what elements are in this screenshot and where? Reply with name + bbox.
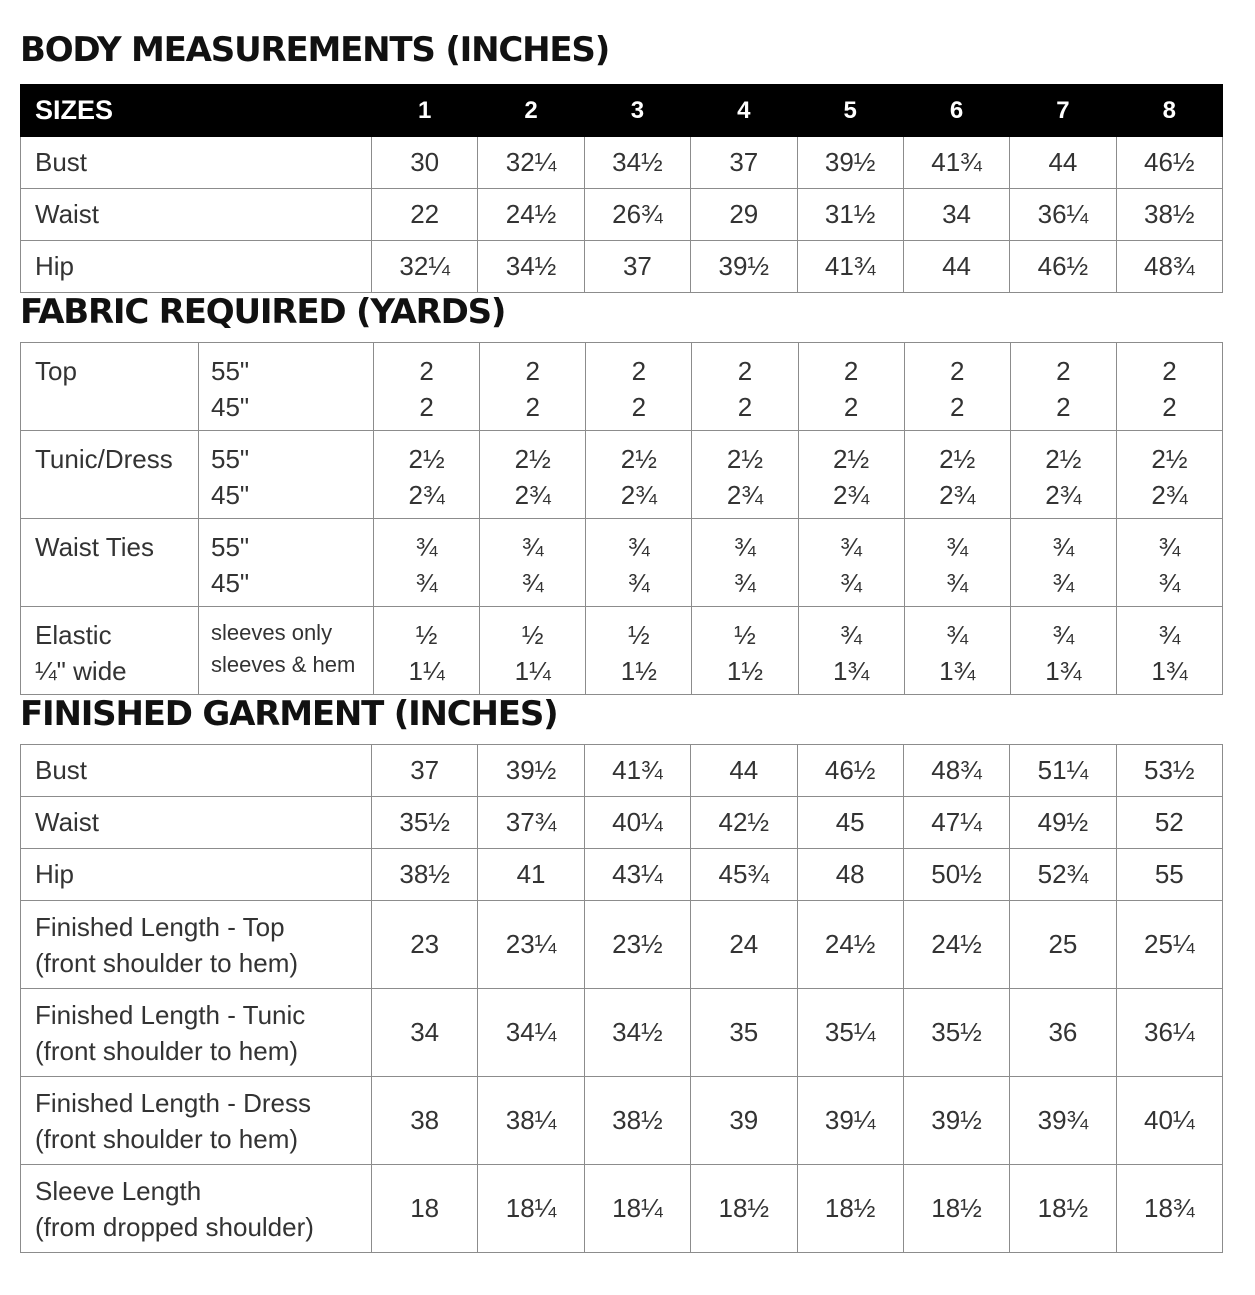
value-cell: 39¼	[797, 1077, 903, 1165]
value-cell: 49½	[1010, 797, 1116, 849]
cell-line: 2¾	[939, 480, 976, 510]
value-cell: 35	[691, 989, 797, 1077]
cell-line: 55"	[211, 356, 250, 386]
cell-line: 2¾	[726, 480, 764, 510]
value-cell	[798, 343, 904, 431]
value-cell	[1116, 431, 1222, 519]
value-cell: 18¾	[1116, 1165, 1222, 1253]
cell-line: 2	[949, 356, 965, 386]
fabric-required-title: FABRIC REQUIRED (YARDS)	[20, 292, 506, 332]
cell-line: 45"	[211, 568, 250, 598]
cell-line: 1¾	[939, 656, 976, 686]
cell-line: 1½	[620, 656, 657, 686]
table-row	[21, 745, 1223, 797]
cell-line: Hip	[35, 859, 75, 889]
value-cell: 41¾	[903, 137, 1009, 189]
value-cell: 34	[372, 989, 478, 1077]
cell-line: Sleeve Length	[35, 1175, 202, 1206]
value-cell	[586, 343, 692, 431]
value-cell: 23¼	[478, 901, 584, 989]
cell-line: 2	[843, 356, 859, 386]
value-cell: 46½	[1010, 241, 1116, 293]
cell-line: 2	[525, 392, 540, 422]
cell-line: Top	[35, 356, 77, 386]
cell-line: 2	[737, 356, 753, 386]
cell-line: 2	[419, 392, 434, 422]
value-cell	[586, 519, 692, 607]
cell-line: ¾	[1158, 620, 1181, 650]
cell-line: 45"	[211, 392, 250, 422]
value-cell	[692, 519, 798, 607]
value-cell: 23½	[584, 901, 690, 989]
cell-line: ¾	[840, 532, 862, 562]
cell-line: sleeves only	[211, 620, 333, 645]
row-label: Waist	[21, 189, 372, 241]
value-cell	[480, 431, 586, 519]
cell-line: Finished Length - Top	[35, 911, 285, 942]
value-cell: 35½	[372, 797, 478, 849]
value-cell: 24½	[797, 901, 903, 989]
cell-line: ¾	[627, 568, 650, 598]
value-cell: 39½	[691, 241, 797, 293]
value-cell: 44	[691, 745, 797, 797]
value-cell	[692, 343, 798, 431]
value-cell: 43¼	[584, 849, 690, 901]
value-cell: 48¾	[1116, 241, 1222, 293]
cell-line: 1½	[726, 656, 764, 686]
cell-line: Bust	[35, 755, 88, 785]
table-row	[21, 1165, 1223, 1253]
value-cell: 52¾	[1010, 849, 1116, 901]
value-cell: 35¼	[797, 989, 903, 1077]
cell-line: 45"	[211, 480, 250, 510]
cell-line: Elastic	[35, 620, 112, 650]
value-cell: 34¼	[478, 989, 584, 1077]
value-cell: 26¾	[584, 189, 690, 241]
value-cell: 37¾	[478, 797, 584, 849]
cell-line: 2¾	[1151, 480, 1188, 510]
table-row	[21, 343, 1223, 431]
value-cell: 46½	[797, 745, 903, 797]
value-cell: 48¾	[903, 745, 1009, 797]
cell-line: ¾	[734, 532, 756, 562]
table-row	[21, 431, 1223, 519]
value-cell	[1010, 343, 1116, 431]
value-cell: 24½	[903, 901, 1009, 989]
table-row	[21, 849, 1223, 901]
value-cell: 25	[1010, 901, 1116, 989]
size-header: 8	[1116, 85, 1222, 137]
cell-line: (front shoulder to hem)	[35, 1123, 299, 1154]
value-cell: 41¾	[797, 241, 903, 293]
cell-line: 2	[419, 356, 434, 386]
value-cell: 34½	[584, 989, 690, 1077]
value-cell: 36¼	[1116, 989, 1222, 1077]
cell-line: Waist Ties	[35, 532, 154, 562]
cell-line: 2½	[1151, 444, 1188, 474]
value-cell	[1116, 519, 1222, 607]
cell-line: 2	[1162, 392, 1177, 422]
row-label	[21, 1165, 372, 1253]
value-cell: 34	[903, 189, 1009, 241]
row-label	[21, 989, 372, 1077]
cell-line: 2½	[514, 444, 551, 474]
cell-line: 2	[631, 392, 647, 422]
fabric-required-table	[20, 342, 1223, 695]
row-label: Bust	[21, 137, 372, 189]
value-cell: 39¾	[1010, 1077, 1116, 1165]
value-cell: 41¾	[584, 745, 690, 797]
value-cell: 45	[797, 797, 903, 849]
cell-line: ¾	[1052, 620, 1075, 650]
value-cell: 47¼	[903, 797, 1009, 849]
body-measurements-table	[20, 84, 1223, 293]
value-cell	[904, 343, 1010, 431]
cell-line: ¾	[946, 620, 969, 650]
value-cell: 39½	[478, 745, 584, 797]
size-header: 6	[903, 85, 1009, 137]
cell-line: ¾	[946, 532, 969, 562]
value-cell: 48	[797, 849, 903, 901]
value-cell: 18½	[691, 1165, 797, 1253]
value-cell: 37	[372, 745, 478, 797]
row-label	[21, 343, 199, 431]
value-cell: 38	[372, 1077, 478, 1165]
value-cell: 50½	[903, 849, 1009, 901]
cell-line: 55"	[211, 532, 250, 562]
table-row	[21, 189, 1223, 241]
value-cell	[374, 431, 480, 519]
size-header: 2	[478, 85, 584, 137]
cell-line: 2	[949, 392, 965, 422]
cell-line: ½	[521, 620, 544, 650]
value-cell: 44	[1010, 137, 1116, 189]
cell-line: ¾	[1052, 532, 1075, 562]
cell-line: ¾	[1158, 532, 1181, 562]
cell-line: (front shoulder to hem)	[35, 947, 299, 978]
value-cell: 32¼	[478, 137, 584, 189]
cell-line: ¾	[840, 620, 862, 650]
cell-line: 2¾	[832, 480, 870, 510]
value-cell	[1010, 519, 1116, 607]
size-header: 5	[797, 85, 903, 137]
cell-line: 2½	[1045, 444, 1082, 474]
value-cell	[480, 519, 586, 607]
value-cell: 40¼	[1116, 1077, 1222, 1165]
value-cell	[374, 607, 480, 695]
cell-line: 2	[1162, 356, 1177, 386]
value-cell: 37	[691, 137, 797, 189]
fabric-width	[199, 343, 374, 431]
cell-line: 2½	[832, 444, 870, 474]
body-measurements-title: BODY MEASUREMENTS (INCHES)	[20, 30, 610, 70]
value-cell: 39½	[797, 137, 903, 189]
table-row	[21, 519, 1223, 607]
value-cell	[904, 431, 1010, 519]
table-row	[21, 901, 1223, 989]
finished-garment-title: FINISHED GARMENT (INCHES)	[20, 694, 558, 734]
table-row	[21, 241, 1223, 293]
cell-line: 1¾	[1045, 656, 1082, 686]
value-cell: 30	[372, 137, 478, 189]
value-cell: 34½	[584, 137, 690, 189]
finished-garment-table	[20, 744, 1223, 1253]
cell-line: Finished Length - Dress	[35, 1087, 312, 1118]
row-label	[21, 901, 372, 989]
cell-line: Waist	[35, 807, 100, 837]
cell-line: 1¼	[408, 656, 445, 686]
value-cell	[1116, 607, 1222, 695]
size-header: 4	[691, 85, 797, 137]
value-cell	[1010, 607, 1116, 695]
value-cell: 18½	[797, 1165, 903, 1253]
cell-line: ¾	[415, 532, 438, 562]
value-cell: 45¾	[691, 849, 797, 901]
cell-line: 2	[1056, 392, 1071, 422]
value-cell: 32¼	[372, 241, 478, 293]
value-cell	[586, 607, 692, 695]
value-cell: 44	[903, 241, 1009, 293]
value-cell: 42½	[691, 797, 797, 849]
value-cell: 29	[691, 189, 797, 241]
value-cell: 40¼	[584, 797, 690, 849]
value-cell: 23	[372, 901, 478, 989]
cell-line: 2½	[620, 444, 657, 474]
fabric-width	[199, 431, 374, 519]
cell-line: 2	[737, 392, 753, 422]
cell-line: ¾	[1158, 568, 1181, 598]
cell-line: 2	[843, 392, 859, 422]
value-cell	[904, 607, 1010, 695]
value-cell	[1010, 431, 1116, 519]
cell-line: 1¼	[514, 656, 551, 686]
cell-line: 2¾	[408, 480, 445, 510]
value-cell	[692, 607, 798, 695]
cell-line: 1¾	[1151, 656, 1188, 686]
row-label	[21, 607, 199, 695]
value-cell: 55	[1116, 849, 1222, 901]
value-cell: 38½	[1116, 189, 1222, 241]
value-cell	[480, 607, 586, 695]
cell-line: ¾	[946, 568, 969, 598]
size-header: 7	[1010, 85, 1116, 137]
value-cell: 24½	[478, 189, 584, 241]
cell-line: Finished Length - Tunic	[35, 999, 306, 1030]
cell-line: ½	[734, 620, 756, 650]
value-cell	[480, 343, 586, 431]
table-row	[21, 797, 1223, 849]
value-cell: 22	[372, 189, 478, 241]
cell-line: ¾	[415, 568, 438, 598]
row-label	[21, 849, 372, 901]
value-cell	[798, 431, 904, 519]
cell-line: 55"	[211, 444, 250, 474]
value-cell	[1116, 343, 1222, 431]
cell-line: 2½	[408, 444, 445, 474]
value-cell: 25¼	[1116, 901, 1222, 989]
value-cell: 31½	[797, 189, 903, 241]
value-cell: 34½	[478, 241, 584, 293]
value-cell	[374, 343, 480, 431]
value-cell	[692, 431, 798, 519]
cell-line: Tunic/Dress	[35, 444, 173, 474]
cell-line: sleeves & hem	[211, 652, 356, 677]
value-cell: 52	[1116, 797, 1222, 849]
cell-line: ¾	[1052, 568, 1075, 598]
row-label	[21, 431, 199, 519]
value-cell: 38¼	[478, 1077, 584, 1165]
cell-line: 2	[1056, 356, 1071, 386]
value-cell	[798, 607, 904, 695]
fabric-width	[199, 519, 374, 607]
table-row	[21, 989, 1223, 1077]
value-cell: 36	[1010, 989, 1116, 1077]
value-cell: 18¼	[584, 1165, 690, 1253]
cell-line: 2	[631, 356, 647, 386]
cell-line: ¾	[627, 532, 650, 562]
value-cell	[904, 519, 1010, 607]
row-label	[21, 797, 372, 849]
value-cell: 41	[478, 849, 584, 901]
cell-line: ½	[415, 620, 438, 650]
table-row	[21, 1077, 1223, 1165]
cell-line: (from dropped shoulder)	[35, 1211, 314, 1242]
row-label	[21, 1077, 372, 1165]
cell-line: ¾	[840, 568, 862, 598]
value-cell: 37	[584, 241, 690, 293]
size-header: 1	[372, 85, 478, 137]
table-row	[21, 137, 1223, 189]
fabric-width	[199, 607, 374, 695]
value-cell: 18½	[903, 1165, 1009, 1253]
value-cell: 39½	[903, 1077, 1009, 1165]
row-label: Hip	[21, 241, 372, 293]
cell-line: ¾	[521, 568, 544, 598]
value-cell: 51¼	[1010, 745, 1116, 797]
cell-line: ¾	[734, 568, 756, 598]
value-cell: 35½	[903, 989, 1009, 1077]
cell-line: 2½	[939, 444, 976, 474]
value-cell: 46½	[1116, 137, 1222, 189]
cell-line: ½	[627, 620, 650, 650]
cell-line: 1¾	[832, 656, 870, 686]
value-cell: 18¼	[478, 1165, 584, 1253]
size-header: 3	[584, 85, 690, 137]
value-cell: 39	[691, 1077, 797, 1165]
cell-line: ¼" wide	[35, 656, 127, 686]
table-row	[21, 607, 1223, 695]
cell-line: 2½	[726, 444, 764, 474]
cell-line: ¾	[521, 532, 544, 562]
value-cell: 18½	[1010, 1165, 1116, 1253]
cell-line: (front shoulder to hem)	[35, 1035, 299, 1066]
cell-line: 2¾	[620, 480, 657, 510]
row-label	[21, 745, 372, 797]
value-cell: 38½	[372, 849, 478, 901]
value-cell	[586, 431, 692, 519]
cell-line: 2¾	[1045, 480, 1082, 510]
value-cell: 24	[691, 901, 797, 989]
sizes-header: SIZES	[21, 85, 372, 137]
value-cell: 36¼	[1010, 189, 1116, 241]
value-cell: 18	[372, 1165, 478, 1253]
cell-line: 2¾	[514, 480, 551, 510]
value-cell: 53½	[1116, 745, 1222, 797]
cell-line: 2	[525, 356, 540, 386]
row-label	[21, 519, 199, 607]
value-cell	[798, 519, 904, 607]
value-cell: 38½	[584, 1077, 690, 1165]
value-cell	[374, 519, 480, 607]
